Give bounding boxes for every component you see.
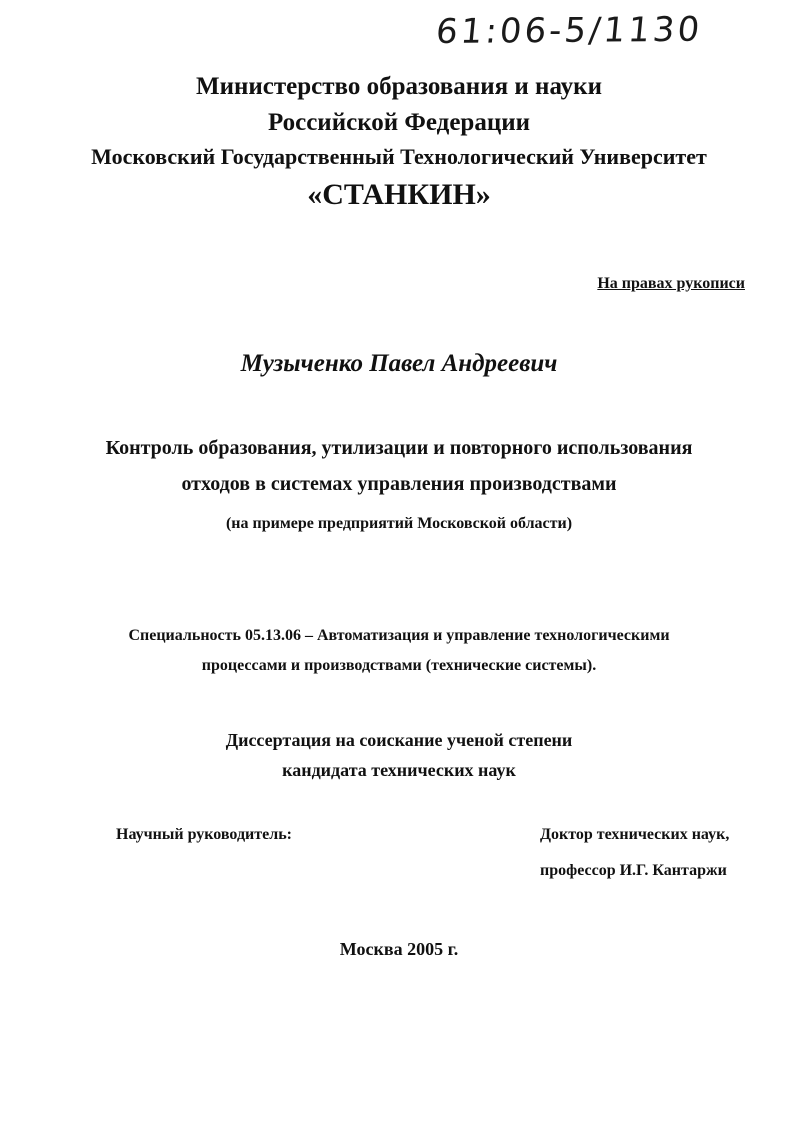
supervisor-label: Научный руководитель: bbox=[116, 826, 292, 843]
ministry-line-2: Российской Федерации bbox=[267, 109, 531, 136]
dissertation-line-2: кандидата технических наук bbox=[282, 760, 516, 780]
thesis-title-line-2: отходов в системах управления производствами bbox=[181, 473, 617, 495]
ministry-line-1: Министерство образования и науки bbox=[195, 73, 602, 100]
supervisor-name: профессор И.Г. Кантаржи bbox=[540, 862, 727, 879]
dissertation-line-1: Диссертация на соискание ученой степени bbox=[225, 730, 573, 750]
thesis-title-line-1: Контроль образования, утилизации и повторного использования bbox=[105, 437, 693, 459]
archive-number-handwritten: 61:06-5/1130 bbox=[434, 9, 705, 52]
manuscript-rights-note: На правах рукописи bbox=[597, 275, 745, 292]
specialty-line-1: Специальность 05.13.06 – Автоматизация и управление технологическими bbox=[128, 627, 670, 644]
author-name: Музыченко Павел Андреевич bbox=[240, 350, 558, 377]
university-short-name: «СТАНКИН» bbox=[307, 178, 491, 211]
place-year: Москва 2005 г. bbox=[339, 939, 459, 959]
supervisor-degree: Доктор технических наук, bbox=[540, 826, 730, 843]
specialty-line-2: процессами и производствами (технические системы). bbox=[201, 657, 597, 674]
university-name-full: Московский Государственный Технологический Университет bbox=[91, 144, 707, 169]
thesis-subtitle: (на примере предприятий Московской области) bbox=[225, 515, 573, 532]
